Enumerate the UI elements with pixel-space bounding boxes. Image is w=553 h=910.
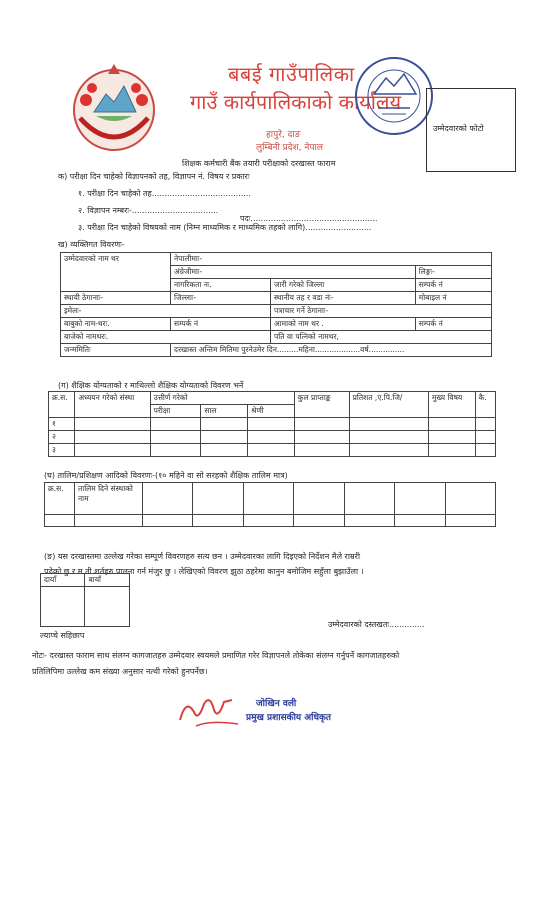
edu-cell[interactable]	[201, 418, 248, 431]
edu-cell[interactable]	[475, 431, 495, 444]
mobile-no-field[interactable]: मोबाइल नं	[415, 292, 491, 305]
edu-cell[interactable]	[294, 444, 349, 457]
candidate-name-label: उम्मेदवारको नाम थर	[61, 253, 171, 292]
date-of-birth-field[interactable]: जन्ममितिः	[61, 344, 171, 357]
nepal-emblem-icon	[66, 60, 162, 156]
section-kha-label: ख) व्यक्तिगत विवरणः-	[58, 240, 125, 249]
edu-row-number: २	[49, 431, 75, 444]
right-thumb-area[interactable]	[41, 587, 85, 627]
edu-institution-header: अध्ययन गरेको संस्था	[75, 392, 150, 418]
edu-cell[interactable]	[248, 444, 295, 457]
training-cell[interactable]	[344, 483, 394, 515]
edu-year-header: साल	[201, 405, 248, 418]
note-line-2: प्रतिलिपिमा उल्लेख कम संख्या अनुसार नत्थी गरेको हुनपर्नेछ।	[32, 667, 208, 676]
personal-details-table	[60, 252, 492, 357]
edu-cell[interactable]	[428, 444, 475, 457]
edu-division-header: श्रेणी	[248, 405, 295, 418]
officer-name: जोखिन वली	[256, 699, 297, 709]
office-name: गाउँ कार्यपालिकाको कार्यालय	[190, 90, 402, 114]
edu-cell[interactable]	[201, 444, 248, 457]
training-cell[interactable]	[243, 515, 293, 527]
edu-cell[interactable]	[349, 431, 428, 444]
table-row	[49, 431, 496, 444]
edu-cell[interactable]	[150, 431, 201, 444]
table-row	[49, 444, 496, 457]
edu-row-number: १	[49, 418, 75, 431]
training-cell[interactable]	[294, 483, 344, 515]
office-seal-stamp-icon	[352, 54, 436, 138]
officer-designation: प्रमुख प्रशासकीय अधिकृत	[246, 713, 332, 723]
mother-name-field[interactable]: आमाको नाम थर .	[271, 318, 416, 331]
municipality-name: बबई गाउँपालिका	[228, 62, 355, 86]
edu-cell[interactable]	[349, 418, 428, 431]
thumbprint-caption: ल्याप्चे सहिछाप	[40, 631, 85, 640]
exam-level-field[interactable]: १. परीक्षा दिन चाहेको तह.......................................	[78, 189, 251, 198]
name-english-field[interactable]: अंग्रेजीमाः-	[171, 266, 416, 279]
training-table	[44, 482, 496, 527]
training-cell[interactable]	[243, 483, 293, 515]
section-gha-label: (घ) तालिम/प्रशिक्षण आदिको विवरणः-(१० महिने वा सो सरहको शैक्षिक तालिम मात्र)	[44, 471, 288, 480]
candidate-signature-field[interactable]: उम्मेदवारको दस्तखतः..............	[328, 620, 425, 629]
local-level-ward-field[interactable]: स्थानीय तह र वडा नंः-	[271, 292, 416, 305]
training-cell[interactable]	[395, 515, 445, 527]
email-field[interactable]: इमेलः-	[61, 305, 271, 318]
edu-remarks-header: कै.	[475, 392, 495, 418]
issued-district-field[interactable]: जारी गरेको जिल्ला	[271, 279, 416, 292]
citizenship-no-field[interactable]: नागरिकता नः.	[171, 279, 271, 292]
edu-cell[interactable]	[75, 444, 150, 457]
edu-cell[interactable]	[428, 431, 475, 444]
edu-cell[interactable]	[475, 444, 495, 457]
note-line-1: नोटः- दरखास्त फाराम साथ संलग्न कागजातहरु उम्मेदवार स्वयमले प्रमाणित गरेर विज्ञापनले तोकेका संलग्न गर्नुपर्ने कागजातहरुको	[32, 651, 400, 660]
training-institution-header: तालिम दिने संस्थाको नाम	[75, 483, 143, 515]
declaration-line-1: (ङ) यस दरखास्तमा उल्लेख गरेका सम्पूर्ण विवरणहरु सत्य छन । उम्मेदवारका लागि दिइएको निर्देशन मैले राम्ररी	[44, 552, 361, 561]
edu-cell[interactable]	[248, 431, 295, 444]
grandfather-name-field[interactable]: बाजेको नामथरः.	[61, 331, 271, 344]
edu-sn-header: क्र.स.	[49, 392, 75, 418]
edu-cell[interactable]	[294, 418, 349, 431]
education-table	[48, 391, 496, 457]
edu-exam-header: परीक्षा	[150, 405, 201, 418]
left-thumb-area[interactable]	[85, 587, 130, 627]
district-field[interactable]: जिल्लाः-	[171, 292, 271, 305]
edu-main-subject-header: मुख्य विषय	[428, 392, 475, 418]
declaration-line-2: पढेको छु र म ती शर्तहरु पालना गर्न मंजुर छु । लेखिएको विवरण झुठा ठहरेमा कानुन बमोजिम सहुँला बुझाउँला ।	[44, 567, 364, 576]
officer-signature-icon	[176, 690, 246, 730]
training-cell[interactable]	[445, 515, 495, 527]
post-field[interactable]: पदः..................................................	[240, 214, 378, 223]
edu-cell[interactable]	[428, 418, 475, 431]
thumbprint-box	[40, 573, 130, 627]
form-heading: शिक्षक कर्मचारी बैंक तयारी परीक्षाको दरखास्त फाराम	[182, 159, 336, 168]
advertisement-number-field[interactable]: २. विज्ञापन नम्बरः-..................................	[78, 206, 219, 215]
training-cell[interactable]	[143, 483, 193, 515]
training-cell[interactable]	[45, 515, 75, 527]
edu-cell[interactable]	[75, 431, 150, 444]
training-cell[interactable]	[193, 483, 243, 515]
edu-percentage-header: प्रतिशत ,ए.पि.जि/	[349, 392, 428, 418]
age-field[interactable]: दरखास्त अन्तिम मितिमा पुरनेउमेर दिन.........महिना...................वर्ष...............	[171, 344, 492, 357]
table-row	[49, 418, 496, 431]
father-contact-field[interactable]: सम्पर्क नं	[171, 318, 271, 331]
correspondence-address-field[interactable]: पत्राचार गर्ने ठेगानाः-	[271, 305, 492, 318]
training-cell[interactable]	[445, 483, 495, 515]
edu-row-number: ३	[49, 444, 75, 457]
edu-cell[interactable]	[475, 418, 495, 431]
spouse-name-field[interactable]: पति वा पत्निको नामथर,	[271, 331, 492, 344]
table-row	[45, 515, 496, 527]
training-sn-header: क्र.स.	[45, 483, 75, 515]
address-line-1: हापुरे, दाङ	[266, 130, 301, 140]
edu-cell[interactable]	[201, 431, 248, 444]
training-cell[interactable]	[75, 515, 143, 527]
edu-cell[interactable]	[150, 444, 201, 457]
section-ga-label: (ग) शैक्षिक योग्यताको र माथिल्लो शैक्षिक योग्यताको विवरण भर्ने	[58, 381, 244, 390]
permanent-address-label: स्थायी ठेगानाः-	[61, 292, 171, 305]
edu-cell[interactable]	[349, 444, 428, 457]
left-thumb-label: बायाँ	[85, 574, 130, 587]
edu-cell[interactable]	[75, 418, 150, 431]
subject-name-field[interactable]: ३. परीक्षा दिन चाहेको विषयको नाम (निम्न माध्यमिक र माध्यमिक तहको लागि)..........................	[78, 223, 372, 232]
edu-cell[interactable]	[294, 431, 349, 444]
name-nepali-field[interactable]: नेपालीमाः-	[171, 253, 492, 266]
right-thumb-label: दायाँ	[41, 574, 85, 587]
father-name-field[interactable]: बाबुको नाम-थरः.	[61, 318, 171, 331]
mother-contact-field[interactable]: सम्पर्क नं	[415, 318, 491, 331]
edu-passed-header: उत्तीर्ण गरेको	[150, 392, 294, 405]
candidate-photo-box	[426, 88, 516, 172]
address-line-2: लुम्बिनी प्रदेश, नेपाल	[256, 143, 323, 153]
contact-no-1-field[interactable]: सम्पर्क नं	[415, 279, 491, 292]
training-cell[interactable]	[344, 515, 394, 527]
edu-cell[interactable]	[150, 418, 201, 431]
training-cell[interactable]	[294, 515, 344, 527]
training-cell[interactable]	[395, 483, 445, 515]
gender-field[interactable]: लिङ्गः-	[415, 266, 491, 279]
training-cell[interactable]	[143, 515, 193, 527]
photo-label: उम्मेदवारको फोटो	[433, 124, 484, 133]
edu-total-marks-header: कुल प्राप्ताङ्क	[294, 392, 349, 418]
edu-cell[interactable]	[248, 418, 295, 431]
section-ka-label: क) परीक्षा दिन चाहेको विज्ञापनको तह, विज्ञापन नं. विषय र प्रकारः	[58, 172, 250, 181]
training-cell[interactable]	[193, 515, 243, 527]
